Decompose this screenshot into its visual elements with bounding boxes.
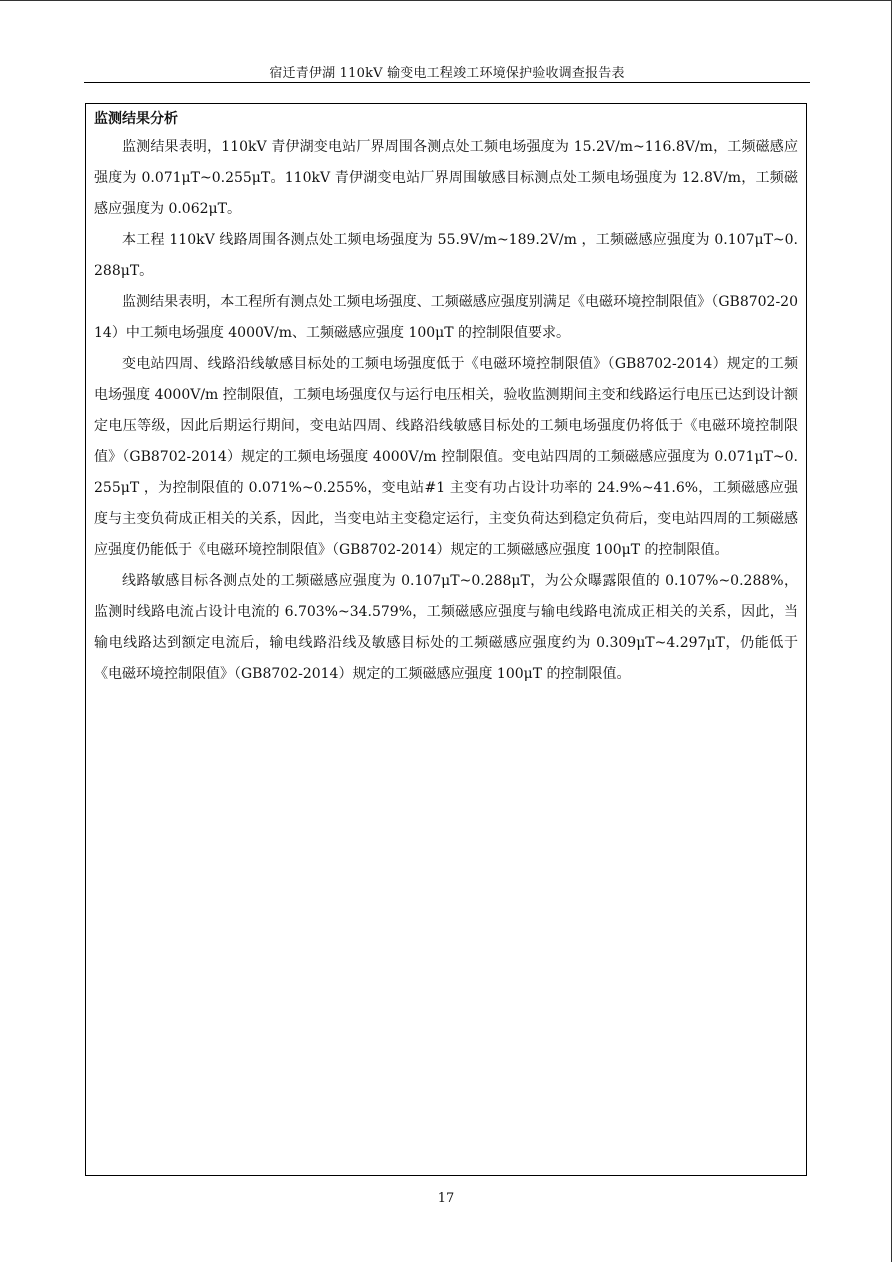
paragraph-substation-analysis: 变电站四周、线路沿线敏感目标处的工频电场强度低于《电磁环境控制限值》（GB8702-2014）规定的工频电场强度 4000V/m 控制限值，工频电场强度仅与运行电压相关，验收监测期间主变和线路运行电压已达到设计额定电压等级，因此后期运行期间，变电站四周、线路沿线敏感目标处的工频电场强度仍将低于《电磁环境控制限值》（GB8702-2014）规定的工频电场强度 4000V/m 控制限值。变电站四周的工频磁感应强度为 0.071μT~0.255μT ，为控制限值的 0.071%~0.255%，变电站#1 主变有功占设计功率的 24.9%~41.6%，工频磁感应强度与主变负荷成正相关的关系，因此，当变电站主变稳定运行，主变负荷达到稳定负荷后，变电站四周的工频磁感应强度仍能低于《电磁环境控制限值》（GB8702-2014）规定的工频磁感应强度 100μT 的控制限值。 [94, 356, 798, 558]
paragraph-line-analysis: 线路敏感目标各测点处的工频磁感应强度为 0.107μT~0.288μT，为公众曝露限值的 0.107%~0.288%，监测时线路电流占设计电流的 6.703%~34.579%，工频磁感应强度与输电线路电流成正相关的关系，因此，当输电线路达到额定电流后，输电线路沿线及敏感目标处的工频磁感应强度约为 0.309μT~4.297μT，仍能低于《电磁环境控制限值》（GB8702-2014）规定的工频磁感应强度 100μT 的控制限值。 [94, 573, 798, 682]
header-divider [84, 82, 810, 83]
page-top-border [0, 0, 892, 1]
paragraph-line-results: 本工程 110kV 线路周围各测点处工频电场强度为 55.9V/m~189.2V/m ，工频磁感应强度为 0.107μT~0.288μT。 [94, 232, 798, 279]
report-table-cell [85, 103, 807, 1176]
document-header-title: 宿迁青伊湖 110kV 输变电工程竣工环境保护验收调查报告表 [269, 66, 625, 81]
paragraph-substation-results: 监测结果表明，110kV 青伊湖变电站厂界周围各测点处工频电场强度为 15.2V/m~116.8V/m，工频磁感应强度为 0.071μT~0.255μT。110kV 青伊湖变电站厂界周围敏感目标测点处工频电场强度为 12.8V/m，工频磁感应强度为 0.062μT。 [94, 139, 798, 217]
page-number: 17 [437, 1191, 455, 1206]
paragraph-compliance: 监测结果表明，本工程所有测点处工频电场强度、工频磁感应强度别满足《电磁环境控制限值》（GB8702-2014）中工频电场强度 4000V/m、工频磁感应强度 100μT 的控制限值要求。 [94, 294, 798, 341]
section-heading: 监测结果分析 [94, 111, 178, 127]
